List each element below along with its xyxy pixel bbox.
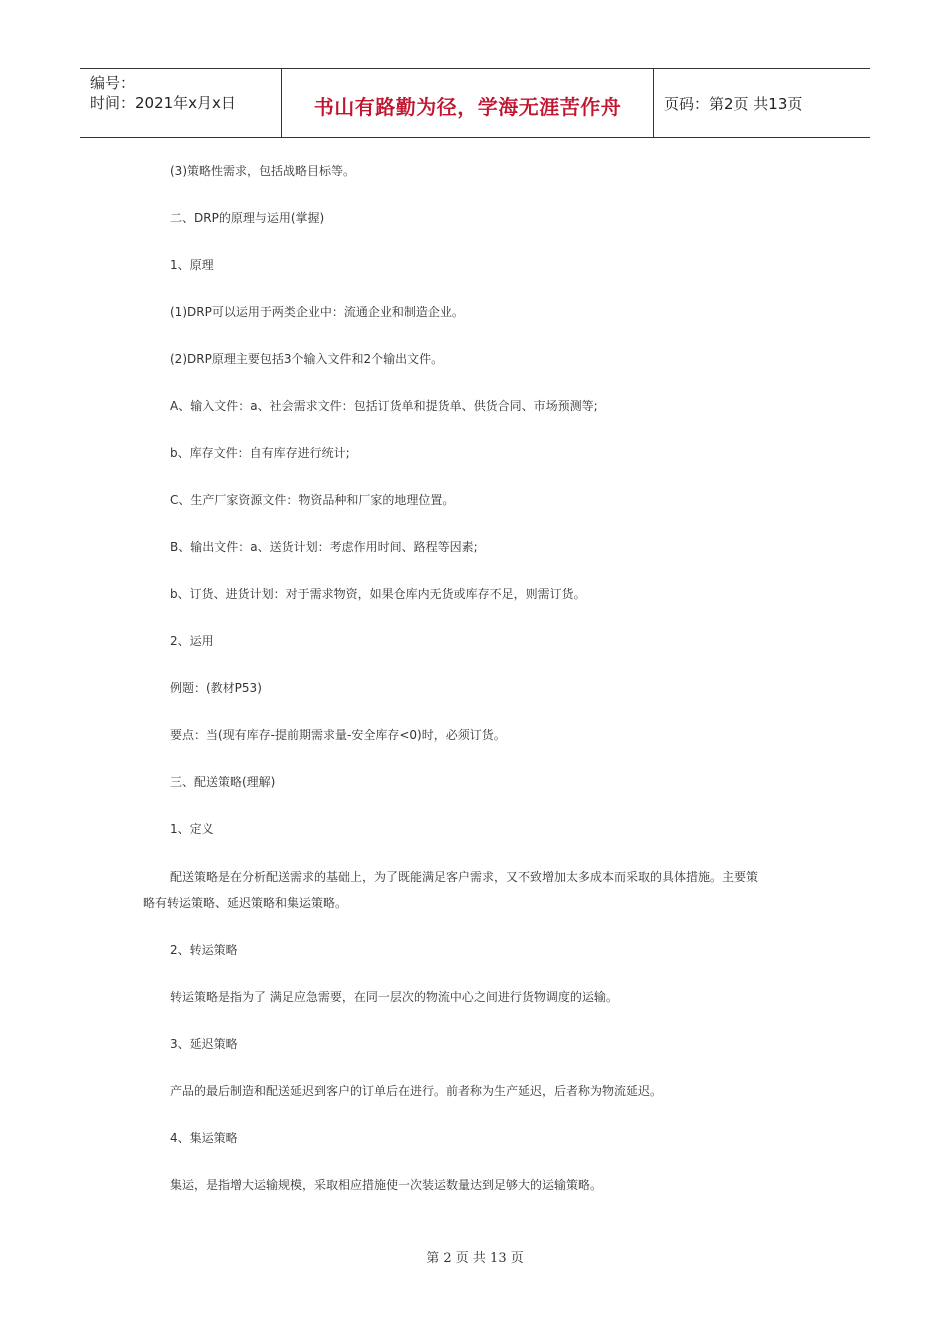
body-line: b、库存文件：自有库存进行统计; (170, 446, 350, 460)
body-line-continuation: 略有转运策略、延迟策略和集运策略。 (143, 896, 348, 910)
header-meta (80, 69, 282, 137)
section-heading: 三、配送策略(理解) (170, 775, 276, 789)
subsection-heading: 2、运用 (170, 634, 214, 648)
body-line: (3)策略性需求，包括战略目标等。 (170, 164, 355, 178)
page-footer: 第 2 页 共 13 页 (426, 1251, 524, 1266)
body-line: 产品的最后制造和配送延迟到客户的订单后在进行。前者称为生产延迟，后者称为物流延迟。 (170, 1084, 663, 1098)
body-line: 集运，是指增大运输规模，采取相应措施使一次装运数量达到足够大的运输策略。 (170, 1178, 603, 1192)
page-label: 页码：第2页 共13页 (664, 94, 803, 113)
subsection-heading: 1、原理 (170, 258, 214, 272)
subsection-heading: 4、集运策略 (170, 1131, 238, 1145)
section-heading: 二、DRP的原理与运用(掌握) (170, 211, 325, 225)
body-line: 例题：(教材P53) (170, 681, 262, 695)
header-page-cell (654, 69, 870, 137)
body-line: (2)DRP原理主要包括3个输入文件和2个输出文件。 (170, 352, 444, 366)
body-line: 配送策略是在分析配送需求的基础上，为了既能满足客户需求，又不致增加太多成本而采取的具体措施。主要策 (170, 870, 759, 884)
subsection-heading: 1、定义 (170, 822, 214, 836)
body-line: b、订货、进货计划：对于需求物资，如果仓库内无货或库存不足，则需订货。 (170, 587, 586, 601)
body-line: (1)DRP可以运用于两类企业中：流通企业和制造企业。 (170, 305, 464, 319)
number-label: 编号： (90, 74, 136, 92)
body-line: 转运策略是指为了 满足应急需要，在同一层次的物流中心之间进行货物调度的运输。 (170, 990, 618, 1004)
body-line: 要点：当(现有库存-提前期需求量-安全库存<0)时，必须订货。 (170, 728, 506, 742)
header-motto-cell (282, 69, 654, 137)
body-line: B、输出文件：a、送货计划：考虑作用时间、路程等因素; (170, 540, 478, 554)
body-line: C、生产厂家资源文件：物资品种和厂家的地理位置。 (170, 493, 455, 507)
subsection-heading: 2、转运策略 (170, 943, 238, 957)
body-line: A、输入文件：a、社会需求文件：包括订货单和提货单、供货合同、市场预测等; (170, 399, 598, 413)
time-label: 时间：2021年x月x日 (90, 94, 236, 112)
subsection-heading: 3、延迟策略 (170, 1037, 238, 1051)
page-header (80, 68, 870, 138)
motto: 书山有路勤为径，学海无涯苦作舟 (313, 94, 622, 119)
